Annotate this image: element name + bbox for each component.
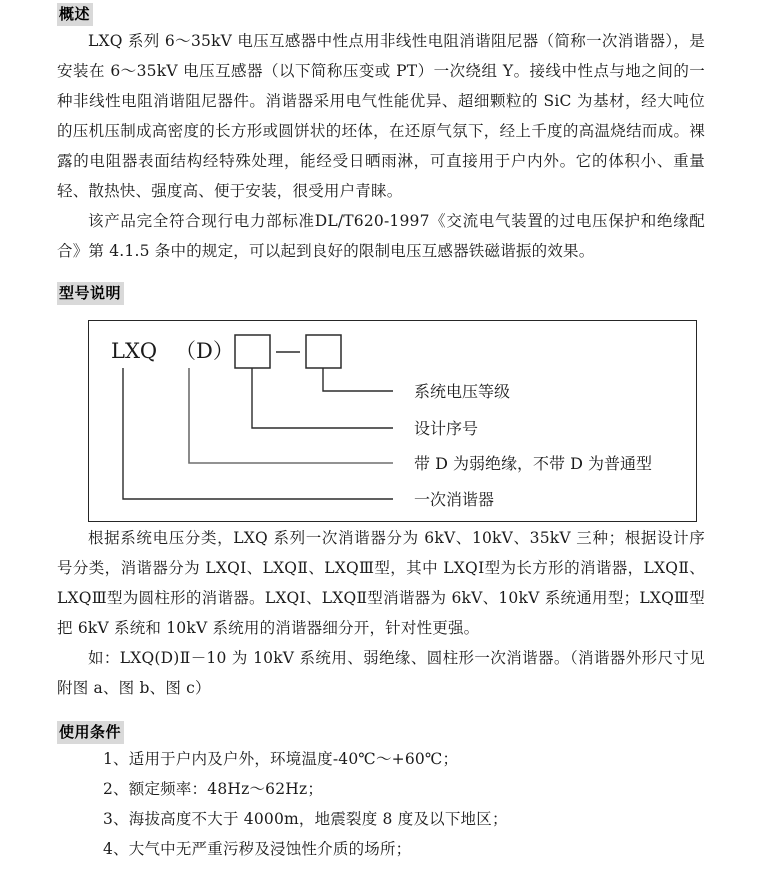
section-heading-model-designation [57,282,705,305]
diagram-code-optional: （D） [175,339,234,363]
diagram-box-design-serial [235,335,270,368]
overview-paragraph-2: 该产品完全符合现行电力部标准DL/T620-1997《交流电气装置的过电压保护和绝缘配合》第 4.1.5 条中的规定，可以起到良好的限制电压互感器铁磁谐振的效果。 [57,212,705,260]
operating-condition-item: 1、适用于户内及户外，环境温度-40℃～+60℃； [103,750,459,768]
diagram-callout-label: 一次消谐器 [414,490,495,509]
diagram-callout-label: 带 D 为弱绝缘，不带 D 为普通型 [414,454,653,473]
diagram-leader-primary-damper [123,368,393,499]
operating-condition-item: 4、大气中无严重污秽及浸蚀性介质的场所； [103,840,412,858]
section-heading-model-designation-text: 型号说明 [57,282,124,305]
diagram-leader-insulation [189,368,393,463]
diagram-code-prefix: LXQ [111,339,158,363]
diagram-callout-label: 设计序号 [414,419,479,438]
operating-condition-item: 2、额定频率：48Hz～62Hz； [103,780,324,798]
diagram-callout-label: 系统电压等级 [414,382,511,401]
diagram-leader-voltage-level [323,368,393,391]
operating-condition-item: 3、海拔高度不大于 4000m，地震裂度 8 度及以下地区； [103,810,508,828]
model-paragraph-2: 如：LXQ(D)Ⅱ－10 为 10kV 系统用、弱绝缘、圆柱形一次消谐器。（消谐器外形尺寸见附图 a、图 b、图 c） [57,649,705,697]
section-heading-operating-conditions [57,721,705,744]
section-heading-overview [57,3,705,26]
overview-paragraph-1: LXQ 系列 6～35kV 电压互感器中性点用非线性电阻消谐阻尼器（简称一次消谐器），是安装在 6～35kV 电压互感器（以下简称压变或 PT）一次绕组 Y。接线中性点与地之间的一种非线性电阻消谐阻尼器件。消谐器采用电气性能优异、超细颗粒的 SiC 为基材，经大吨位的压机压制成高密度的长方形或圆饼状的坯体，在还原气氛下，经上千度的高温烧结而成。裸露的电阻器表面结构经特殊处理，能经受日晒雨淋，可直接用于户内外。它的体积小、重量轻、散热快、强度高、便于安装，很受用户青睐。 [57,32,705,200]
model-paragraph-1: 根据系统电压分类，LXQ 系列一次消谐器分为 6kV、10kV、35kV 三种；根据设计序号分类，消谐器分为 LXQⅠ、LXQⅡ、LXQⅢ型，其中 LXQⅠ型为长方形的消谐器，LXQⅡ、LXQⅢ型为圆柱形的消谐器。LXQⅠ、LXQⅡ型消谐器为 6kV、10kV 系统通用型；LXQⅢ型把 6kV 系统和 10kV 系统用的消谐器细分开，针对性更强。 [57,529,705,637]
section-heading-operating-conditions-text: 使用条件 [57,721,124,744]
section-heading-overview-text: 概述 [57,3,93,26]
model-designation-diagram-svg [89,321,695,520]
diagram-box-voltage-level [306,335,341,368]
model-designation-diagram [88,320,697,522]
